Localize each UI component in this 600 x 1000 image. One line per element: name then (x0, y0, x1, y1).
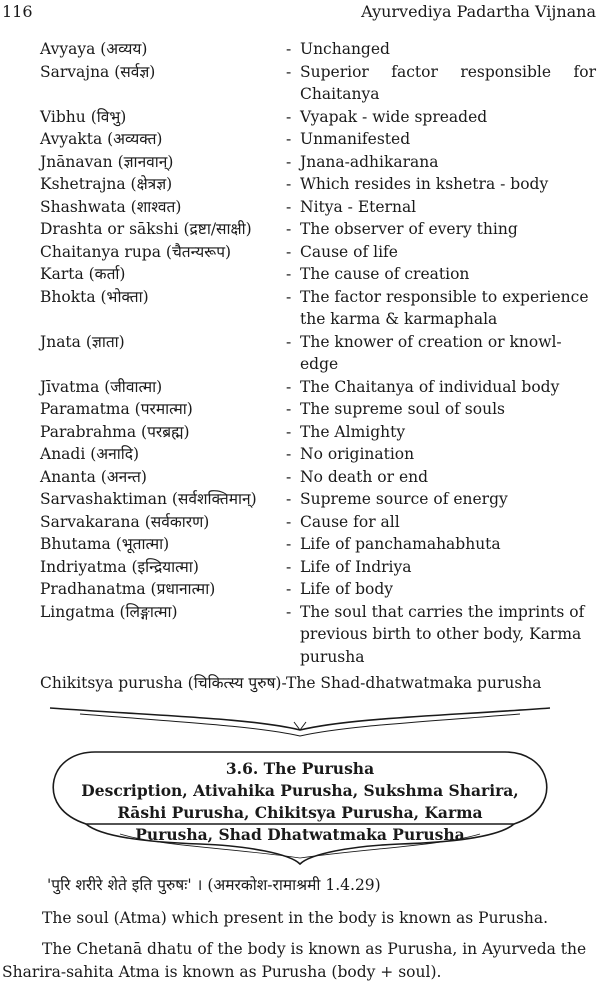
running-title: Ayurvediya Padartha Vijnana (361, 2, 596, 21)
definition: Life of body (300, 580, 394, 598)
definition: Which resides in kshetra - body (300, 175, 549, 193)
list-item: Ananta (अनन्त) - No death or end (40, 466, 596, 489)
list-item: Jīvatma (जीवात्मा) - The Chaitanya of individual body (40, 376, 596, 399)
definition: Unmanifested (300, 130, 411, 148)
list-item: Indriyatma (इन्द्रियात्मा) - Life of Indriya (40, 556, 596, 579)
term: Shashwata (शाश्वत) (40, 197, 182, 216)
term: Karta (कर्ता) (40, 265, 126, 283)
term: Vibhu (विभु) (40, 107, 127, 126)
list-item: Sarvajna (सर्वज्ञ) - Superior factor responsible for Chaitanya (40, 61, 596, 106)
list-item: Sarvakarana (सर्वकारण) - Cause for all (40, 511, 596, 534)
list-item: Pradhanatma (प्रधानात्मा) - Life of body (40, 578, 596, 601)
definition: Life of panchamahabhuta (300, 535, 501, 553)
list-item: Jnata (ज्ञाता) - The knower of creation or knowl-edge (40, 331, 596, 376)
definition: The Chaitanya of individual body (300, 377, 560, 396)
definition: No origination (300, 445, 415, 463)
definition: The Almighty (300, 422, 406, 441)
list-item: Karta (कर्ता) - The cause of creation (40, 263, 596, 286)
list-item: Anadi (अनादि) - No origination (40, 443, 596, 466)
synonym-list (40, 38, 596, 695)
definition: The observer of every thing (300, 220, 518, 238)
term: Jnānavan (ज्ञानवान्) (40, 152, 174, 171)
term: Drashta or sākshi (द्रष्टा/साक्षी) (40, 220, 252, 238)
list-item: Avyakta (अव्यक्त) - Unmanifested (40, 128, 596, 151)
term: Jīvatma (जीवात्मा) (40, 377, 163, 396)
list-item: Avyaya (अव्यय) - Unchanged (40, 38, 596, 61)
definition: Cause for all (300, 512, 400, 531)
list-item: Bhokta (भोक्ता) - The factor responsible to experience the karma & karmaphala (40, 286, 596, 331)
section-heading (40, 758, 560, 846)
section-title: 3.6. The Purusha (225, 759, 375, 778)
definition: The soul that carries the imprints of previous birth to other body, Karma purusha (300, 602, 585, 666)
list-item: Kshetrajna (क्षेत्रज्ञ) - Which resides in kshetra - body (40, 173, 596, 196)
definition: Vyapak - wide spreaded (300, 107, 488, 126)
list-item: Bhutama (भूतात्मा) - Life of panchamahabhuta (40, 533, 596, 556)
list-item: Lingatma (लिङ्गात्मा) - The soul that carries the imprints of previous birth to other body, Karma purusha (40, 601, 596, 669)
term: Paramatma (परमात्मा) (40, 400, 193, 418)
definition: Superior factor responsible for Chaitanya (300, 62, 596, 103)
page-header (0, 2, 600, 28)
section-subtitle-line: Description, Ativahika Purusha, Sukshma Sharira, (81, 781, 519, 800)
definition: The factor responsible to experience the karma & karmaphala (300, 287, 589, 328)
term: Avyaya (अव्यय) (40, 40, 148, 58)
definition: No death or end (300, 467, 429, 486)
section-subtitle-line: Purusha, Shad Dhatwatmaka Purusha (135, 825, 465, 844)
term: Ananta (अनन्त) (40, 467, 147, 486)
term: Sarvajna (सर्वज्ञ) (40, 62, 156, 81)
term: Chaitanya rupa (चैतन्यरूप) (40, 242, 232, 261)
definition: The supreme soul of souls (300, 400, 505, 418)
sanskrit-quote: 'पुरि शरीरे शेते इति पुरुषः' । (अमरकोश-रामाश्रमी 1.4.29) (47, 876, 381, 894)
list-item: Drashta or sākshi (द्रष्टा/साक्षी) - The observer of every thing (40, 218, 596, 241)
definition: Unchanged (300, 40, 390, 58)
term: Bhokta (भोक्ता) (40, 287, 149, 306)
section-banner (0, 696, 600, 866)
term: Jnata (ज्ञाता) (40, 332, 125, 351)
term: Lingatma (लिङ्गात्मा) (40, 602, 178, 621)
paragraph: The Chetanā dhatu of the body is known as Purusha, in Ayurveda the Sharira-sahita Atma is known as Purusha (body + soul). (2, 940, 587, 981)
list-item: Vibhu (विभु) - Vyapak - wide spreaded (40, 106, 596, 129)
definition: The cause of creation (300, 265, 470, 283)
term: Bhutama (भूतात्मा) (40, 535, 170, 553)
paragraph: The soul (Atma) which present in the body is known as Purusha. (42, 909, 549, 927)
list-item: Paramatma (परमात्मा) - The supreme soul of souls (40, 398, 596, 421)
definition: Life of Indriya (300, 557, 412, 576)
term: Pradhanatma (प्रधानात्मा) (40, 580, 216, 598)
page-number: 116 (2, 2, 33, 21)
definition: The knower of creation or knowl-edge (300, 332, 562, 373)
definition: Nitya - Eternal (300, 197, 417, 216)
list-item (40, 672, 596, 695)
list-item: Jnānavan (ज्ञानवान्) - Jnana-adhikarana (40, 151, 596, 174)
term: Sarvakarana (सर्वकारण) (40, 512, 210, 531)
list-item: Shashwata (शाश्वत) - Nitya - Eternal (40, 196, 596, 219)
section-subtitle-line: Rāshi Purusha, Chikitsya Purusha, Karma (117, 803, 483, 822)
term: Kshetrajna (क्षेत्रज्ञ) (40, 175, 173, 193)
definition: The Shad-dhatwatmaka purusha (286, 674, 542, 692)
term: Sarvashaktiman (सर्वशक्तिमान्) (40, 490, 257, 508)
definition: Jnana-adhikarana (300, 152, 439, 171)
term: Parabrahma (परब्रह्म) (40, 422, 190, 441)
term: Chikitsya purusha (चिकित्स्य पुरुष)- (40, 674, 287, 692)
body-text (2, 874, 596, 984)
list-item: Chaitanya rupa (चैतन्यरूप) - Cause of life (40, 241, 596, 264)
term: Avyakta (अव्यक्त) (40, 130, 163, 148)
list-item: Sarvashaktiman (सर्वशक्तिमान्) - Supreme source of energy (40, 488, 596, 511)
term: Anadi (अनादि) (40, 445, 140, 463)
definition: Cause of life (300, 242, 398, 261)
term: Indriyatma (इन्द्रियात्मा) (40, 557, 199, 576)
list-item: Parabrahma (परब्रह्म) - The Almighty (40, 421, 596, 444)
definition: Supreme source of energy (300, 490, 508, 508)
